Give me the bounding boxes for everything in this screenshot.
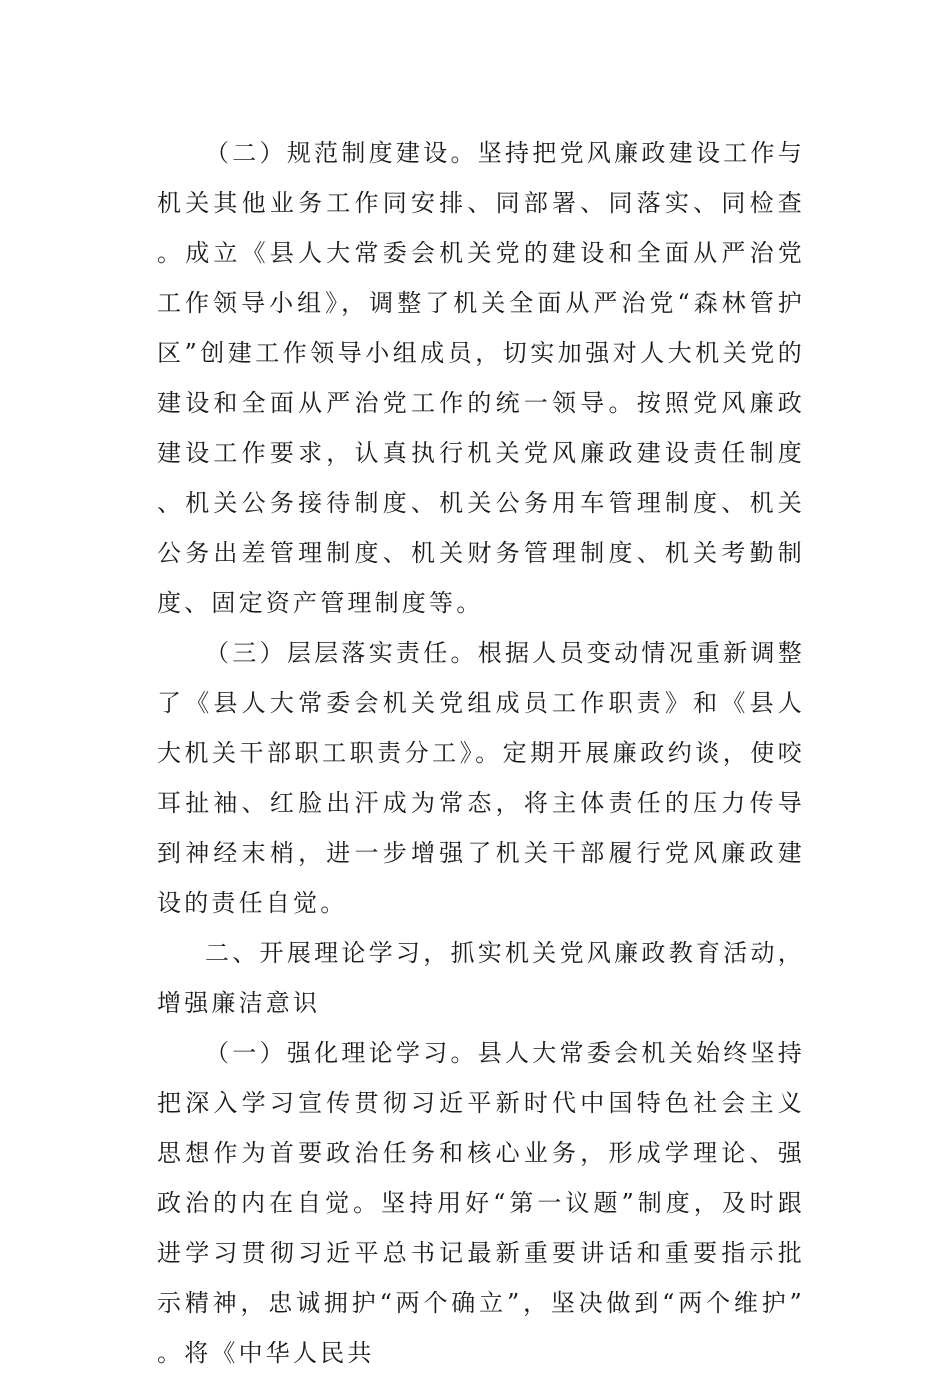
- paragraph-responsibility: （三）层层落实责任。根据人员变动情况重新调整了《县人大常委会机关党组成员工作职责》和《县人大机关干部职工职责分工》。定期开展廉政约谈，使咬耳扯袖、红脸出汗成为常态，将主体责任的压力传导到神经末梢，进一步增强了机关干部履行党风廉政建设的责任自觉。: [157, 639, 805, 917]
- paragraph-theory-study: （一）强化理论学习。县人大常委会机关始终坚持把深入学习宣传贯彻习近平新时代中国特色社会主义思想作为首要政治任务和核心业务，形成学理论、强政治的内在自觉。坚持用好“第一议题”制度，及时跟进学习贯彻习近平总书记最新重要讲话和重要指示批示精神，忠诚拥护“两个确立”，坚决做到“两个维护”。将《中华人民共: [157, 1039, 805, 1367]
- section-heading-theory-study: 二、开展理论学习，抓实机关党风廉政教育活动，增强廉洁意识: [157, 939, 805, 1017]
- document-body: [157, 128, 805, 1378]
- paragraph-regulation-building: （二）规范制度建设。坚持把党风廉政建设工作与机关其他业务工作同安排、同部署、同落实、同检查。成立《县人大常委会机关党的建设和全面从严治党工作领导小组》，调整了机关全面从严治党“森林管护区”创建工作领导小组成员，切实加强对人大机关党的建设和全面从严治党工作的统一领导。按照党风廉政建设工作要求，认真执行机关党风廉政建设责任制度、机关公务接待制度、机关公务用车管理制度、机关公务出差管理制度、机关财务管理制度、机关考勤制度、固定资产管理制度等。: [157, 139, 805, 617]
